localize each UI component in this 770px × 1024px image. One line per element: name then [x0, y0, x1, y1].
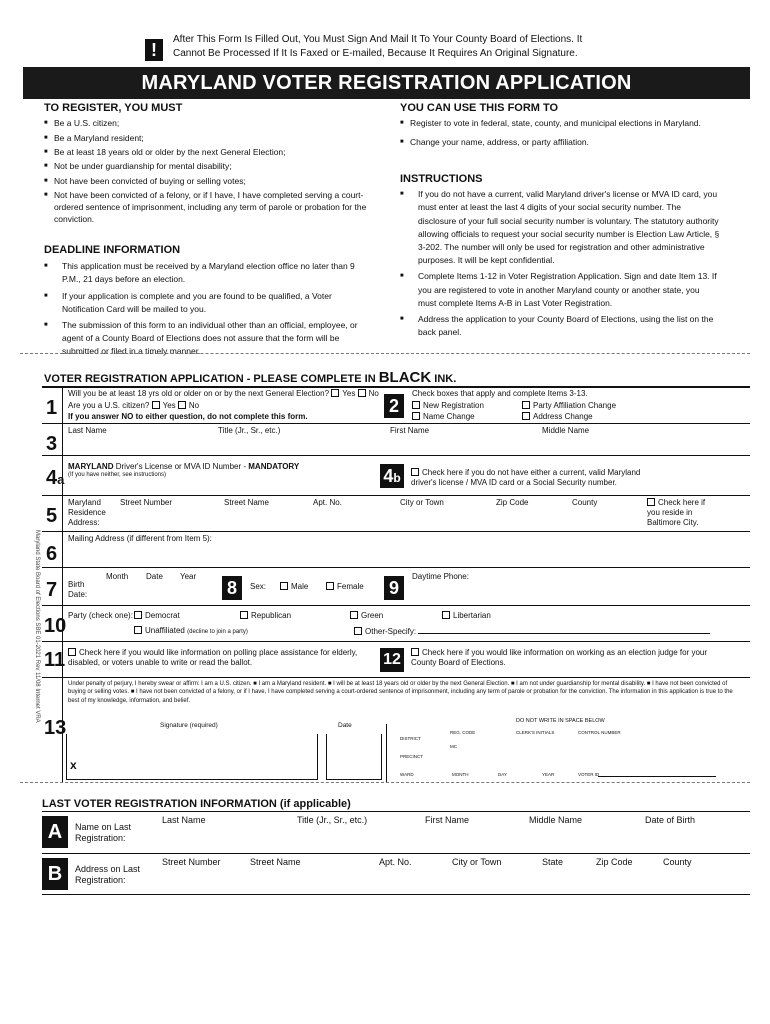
list-item: ■ If your application is complete and you are found to be qualified, a Voter Notification Card will be mailed to you.	[44, 290, 374, 316]
office-divider	[386, 724, 387, 782]
last-reg-apt[interactable]: Apt. No.	[379, 857, 412, 867]
page-title: MARYLAND VOTER REGISTRATION APPLICATION	[23, 67, 750, 99]
checkbox-icon	[240, 611, 248, 619]
row-5	[42, 496, 750, 532]
office-use-heading: DO NOT WRITE IN SPACE BELOW	[516, 718, 605, 724]
baltimore-option[interactable]: Check here if you reside in Baltimore City.	[647, 498, 706, 527]
checkbox-icon	[134, 611, 142, 619]
row-6[interactable]	[42, 532, 750, 568]
office-mc: MC	[450, 744, 457, 749]
office-clerk-initials: CLERK'S INITIALS	[516, 730, 555, 735]
citizen-no-checkbox[interactable]	[178, 401, 186, 409]
number-column-divider	[62, 388, 63, 782]
sex-label: Sex:	[250, 582, 267, 591]
item-a-letter: A	[42, 816, 68, 848]
last-name-row	[42, 811, 750, 853]
female-option[interactable]: Female	[326, 582, 364, 592]
age-no-checkbox[interactable]	[358, 389, 366, 397]
list-item: ■ Be a U.S. citizen;	[44, 117, 374, 129]
street-number-field[interactable]: Street Number	[120, 498, 173, 507]
checkbox-icon	[411, 468, 419, 476]
republican-option[interactable]: Republican	[240, 611, 291, 621]
last-reg-first-name[interactable]: First Name	[425, 815, 470, 825]
last-reg-city[interactable]: City or Town	[452, 857, 502, 867]
cut-line-bottom	[20, 782, 750, 783]
row-13	[42, 678, 750, 782]
apt-field[interactable]: Apt. No.	[313, 498, 342, 507]
county-field[interactable]: County	[572, 498, 598, 507]
city-field[interactable]: City or Town	[400, 498, 444, 507]
mailing-address-field[interactable]: Mailing Address (if different from Item 5):	[68, 534, 212, 543]
last-registration-heading: LAST VOTER REGISTRATION INFORMATION (if applicable)	[42, 798, 351, 810]
democrat-option[interactable]: Democrat	[134, 611, 180, 621]
checkbox-icon	[522, 412, 530, 420]
row-7-8-9	[42, 568, 750, 606]
item-6-number: 6	[46, 543, 58, 565]
item-9-number: 9	[384, 576, 404, 600]
item-3-number: 3	[46, 433, 58, 455]
date-label: Date	[338, 722, 352, 729]
checkbox-icon	[354, 627, 362, 635]
list-item: ■ The submission of this form to an individual other than an official, employee, or agent of a County Board of Elections does not assure that the form will be submitted or filed in a timely manner.	[44, 319, 374, 359]
cut-line	[20, 353, 750, 354]
office-day: DAY	[498, 772, 507, 777]
item-10-number: 10	[44, 615, 67, 637]
office-precinct: PRECINCT	[400, 754, 424, 759]
last-reg-county[interactable]: County	[663, 857, 692, 867]
item-12-number: 12	[380, 648, 404, 672]
title-field[interactable]: Title (Jr., Sr., etc.)	[218, 426, 281, 435]
uses-section	[400, 101, 735, 150]
checkbox-icon	[411, 648, 419, 656]
checkbox-icon	[280, 582, 288, 590]
polling-assistance-option[interactable]: Check here if you would like information on polling place assistance for elderly, disabled, or voters unable to write or read the ballot.	[68, 648, 358, 667]
row-3[interactable]	[42, 424, 750, 456]
office-month: MONTH	[452, 772, 469, 777]
birth-date-label: Birth Date:	[68, 580, 88, 599]
last-reg-dob[interactable]: Date of Birth	[645, 815, 696, 825]
item-8-number: 8	[222, 576, 242, 600]
checkbox-icon	[68, 648, 76, 656]
new-registration-option[interactable]: New Registration	[412, 401, 484, 411]
oath-text: Under penalty of perjury, I hereby swear or affirm: I am a U.S. citizen. ■ I am a Maryland resident. ■ I will be at least 18 years old or older by the next General Election. ■ I am not under guardianship for mental disability. ■ I have not been convicted of buying or selling votes. ■ I have not been convicted of a felony, or if I have, I have completed serving a court-ordered sentence of imprisonment, including any term of parole or probation for the conviction. The information in this application is true to the best of my knowledge, information, and belief.	[68, 681, 733, 704]
age-yes-checkbox[interactable]	[331, 389, 339, 397]
item-2-heading: Check boxes that apply and complete Items 3-13.	[412, 389, 588, 398]
street-name-field[interactable]: Street Name	[224, 498, 269, 507]
last-address-label: Address on Last Registration:	[75, 864, 141, 886]
other-party-option[interactable]: Other-Specify:	[354, 626, 710, 637]
requirements-heading: TO REGISTER, YOU MUST	[44, 102, 183, 114]
last-reg-street-number[interactable]: Street Number	[162, 857, 221, 867]
office-ward: WARD	[400, 772, 414, 777]
list-item: ■ Not have been convicted of buying or selling votes;	[44, 175, 374, 187]
last-name-field[interactable]: Last Name	[68, 426, 107, 435]
no-id-option[interactable]: Check here if you do not have either a current, valid Maryland driver's license / MVA ID card or a Social Security number.	[411, 468, 641, 487]
notice-text: After This Form Is Filled Out, You Must Sign And Mail It To Your County Board of Elections. It Cannot Be Processed If It Is Faxed or E-mailed, Because It Requires An Original Signature.	[173, 34, 583, 59]
birth-year-field[interactable]: Year	[180, 572, 197, 581]
phone-field[interactable]: Daytime Phone:	[412, 572, 469, 581]
license-number-input[interactable]	[68, 480, 368, 494]
signature-input[interactable]	[66, 734, 318, 780]
office-year: YEAR	[542, 772, 555, 777]
signature-label: Signature (required)	[160, 722, 218, 729]
date-input[interactable]	[326, 734, 382, 780]
side-text: Maryland State Board of Elections SBE 01-2021 Rev 11/08 Internet VRA	[34, 530, 40, 723]
office-district: DISTRICT	[400, 736, 421, 741]
party-change-option[interactable]: Party Affiliation Change	[522, 401, 616, 411]
requirements-list	[44, 117, 374, 226]
checkbox-icon	[412, 401, 420, 409]
birth-day-field[interactable]: Date	[146, 572, 163, 581]
office-reg-code: REG. CODE	[450, 730, 476, 735]
row-10	[42, 606, 750, 642]
middle-name-field[interactable]: Middle Name	[542, 426, 590, 435]
party-label: Party (check one):	[68, 611, 133, 620]
list-item: ■ If you do not have a current, valid Maryland driver's license or MVA ID card, you must enter at least the last 4 digits of your social security number. The disclosure of your full social security number is voluntary. The statutory authority allowing officials to request your social security number is Election Law Article, § 3-202. The number will only be used for registration and other administrative purposes. It will be kept confidential.	[400, 188, 720, 267]
list-item: ■ Change your name, address, or party affiliation.	[400, 136, 735, 148]
unaffiliated-option[interactable]: Unaffiliated (decline to join a party)	[134, 626, 248, 637]
list-item: ■ Address the application to your County Board of Elections, using the list on the back panel.	[400, 313, 720, 339]
list-item: ■ Not be under guardianship for mental disability;	[44, 160, 374, 172]
form-heading: VOTER REGISTRATION APPLICATION - PLEASE COMPLETE IN BLACK INK.	[44, 369, 457, 386]
last-reg-state[interactable]: State	[542, 857, 564, 867]
last-reg-middle-name[interactable]: Middle Name	[529, 815, 583, 825]
voter-id-line	[598, 776, 716, 777]
last-name-label: Name on Last Registration:	[75, 822, 132, 844]
residence-label: Maryland Residence Address:	[68, 498, 106, 527]
license-label: MARYLAND Driver's License or MVA ID Number - MANDATORY	[68, 462, 300, 471]
row-4	[42, 456, 750, 496]
office-control-number: CONTROL NUMBER	[578, 730, 621, 735]
checkbox-icon	[350, 611, 358, 619]
list-item: ■ Complete Items 1-12 in Voter Registration Application. Sign and date Item 13. If you are registered to vote in another Maryland county or another state, you must complete Items A-B in Last Voter Registration.	[400, 270, 720, 310]
checkbox-icon	[647, 498, 655, 506]
zip-field[interactable]: Zip Code	[496, 498, 529, 507]
registration-form	[42, 386, 750, 780]
last-reg-zip[interactable]: Zip Code	[596, 857, 633, 867]
item-4a-number: 4a	[46, 467, 65, 489]
list-item: ■ Not have been convicted of a felony, or if I have, I have completed serving a court-ordered sentence of imprisonment, including any term of parole or probation for the conviction.	[44, 189, 374, 226]
last-registration-section	[42, 797, 750, 886]
deadline-list	[44, 260, 374, 358]
birth-month-field[interactable]: Month	[106, 572, 129, 581]
requirements-section	[44, 101, 374, 228]
item-5-number: 5	[46, 505, 58, 527]
signature-x-mark: x	[70, 758, 77, 772]
instructions-list	[400, 188, 720, 339]
notice	[145, 33, 615, 65]
item-1-number: 1	[46, 397, 58, 419]
item-2-number: 2	[384, 394, 404, 418]
address-change-option[interactable]: Address Change	[522, 412, 593, 422]
row-1-2	[42, 388, 750, 424]
name-change-option[interactable]: Name Change	[412, 412, 475, 422]
checkbox-icon	[326, 582, 334, 590]
item-13-number: 13	[44, 717, 67, 739]
checkbox-icon	[442, 611, 450, 619]
list-item: ■ Be at least 18 years old or older by the next General Election;	[44, 146, 374, 158]
list-item: ■ Be a Maryland resident;	[44, 132, 374, 144]
last-reg-last-name[interactable]: Last Name	[162, 815, 206, 825]
deadline-section	[44, 243, 374, 362]
deadline-heading: DEADLINE INFORMATION	[44, 244, 181, 256]
item-b-letter: B	[42, 858, 68, 890]
citizen-yes-checkbox[interactable]	[152, 401, 160, 409]
list-item: ■ Register to vote in federal, state, county, and municipal elections in Maryland.	[400, 117, 735, 129]
license-note: (If you have neither, see instructions)	[68, 472, 167, 478]
last-reg-title[interactable]: Title (Jr., Sr., etc.)	[297, 815, 368, 825]
item-4b-number: 4b	[380, 464, 404, 488]
item-1-question-age: Will you be at least 18 yrs old or older on or by the next General Election? Yes No	[68, 389, 379, 398]
last-reg-street-name[interactable]: Street Name	[250, 857, 301, 867]
item-11-number: 11	[44, 649, 66, 671]
male-option[interactable]: Male	[280, 582, 308, 592]
instructions-heading: INSTRUCTIONS	[400, 173, 483, 185]
item-1-question-citizen: Are you a U.S. citizen? Yes No	[68, 401, 200, 410]
item-7-number: 7	[46, 579, 58, 601]
row-11-12	[42, 642, 750, 678]
checkbox-icon	[134, 626, 142, 634]
last-address-row	[42, 853, 750, 895]
election-judge-option[interactable]: Check here if you would like information on working as an election judge for your County Board of Elections.	[411, 648, 708, 667]
libertarian-option[interactable]: Libertarian	[442, 611, 491, 621]
first-name-field[interactable]: First Name	[390, 426, 430, 435]
checkbox-icon	[522, 401, 530, 409]
uses-list	[400, 117, 735, 148]
checkbox-icon	[412, 412, 420, 420]
instructions-section	[400, 172, 720, 342]
item-1-warning: If you answer NO to either question, do not complete this form.	[68, 412, 308, 421]
list-item: ■ This application must be received by a Maryland election office no later than 9 P.M., 21 days before an election.	[44, 260, 374, 286]
exclamation-icon: !	[145, 39, 163, 61]
green-option[interactable]: Green	[350, 611, 383, 621]
uses-heading: YOU CAN USE THIS FORM TO	[400, 102, 559, 114]
office-voter-id: VOTER ID	[578, 772, 600, 777]
